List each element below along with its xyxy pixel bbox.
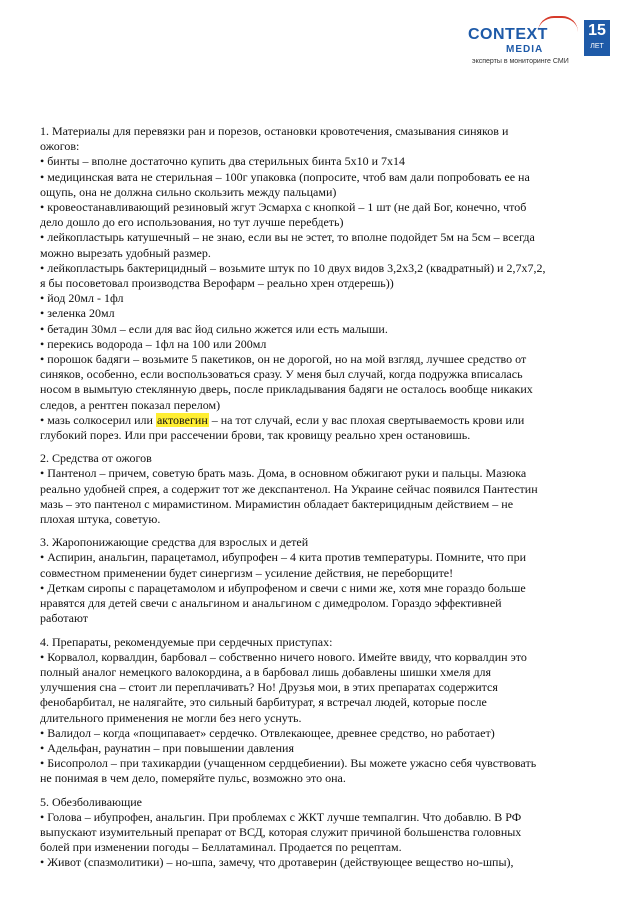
text-line: • бетадин 30мл – если для вас йод сильно жжется или есть малыши. bbox=[40, 321, 388, 336]
text-line: • порошок бадяги – возьмите 5 пакетиков, он не дорогой, но на мой взгляд, лучшее средство от bbox=[40, 352, 527, 367]
text-line: • бинты – вполне достаточно купить два стерильных бинта 5х10 и 7х14 bbox=[40, 154, 406, 169]
text-line: • Бисопролол – при тахикардии (учащенном сердцебиении). Вы можете ужасно себя чувствовать bbox=[40, 756, 537, 771]
section-heart bbox=[40, 635, 600, 787]
text-line: • йод 20мл - 1фл bbox=[40, 291, 124, 306]
text-line: дело дошло до его использования, но тут лучше перебдеть) bbox=[40, 215, 344, 230]
text-line: • перекись водорода – 1фл на 100 или 200мл bbox=[40, 336, 267, 351]
text-fragment: – на тот случай, если у вас плохая свертываемость крови или bbox=[208, 412, 525, 427]
text-line: я бы посоветовал производства Верофарм – реально хрен отдерешь)) bbox=[40, 276, 394, 291]
text-line: • зеленка 20мл bbox=[40, 306, 115, 321]
highlighted-keyword[interactable]: актовегин bbox=[156, 412, 208, 427]
text-line: • кровеостанавливающий резиновый жгут Эсмарха с кнопкой – 1 шт (не дай Бог, конечно, чтоб bbox=[40, 200, 527, 215]
text-line: мазь – это пантенол с мирамистином. Мирамистин обладает бактерицидным действием – не bbox=[40, 496, 514, 511]
text-fragment: • мазь солкосерил или bbox=[40, 412, 156, 427]
badge-label: ЛЕТ bbox=[590, 43, 604, 50]
text-line: ожогов: bbox=[40, 139, 80, 154]
section-antipyretics bbox=[40, 535, 600, 626]
context-media-logo bbox=[468, 20, 608, 80]
text-line: • Пантенол – причем, советую брать мазь. Дома, в основном обжигают руки и пальцы. Мазюка bbox=[40, 466, 527, 481]
text-line: работают bbox=[40, 611, 89, 626]
text-line: • Живот (спазмолитики) – но-шпа, замечу, что дротаверин (действующее вещество но-шпы), bbox=[40, 855, 514, 870]
text-line: следов, а рентген показал перелом) bbox=[40, 397, 221, 412]
section-burns bbox=[40, 451, 600, 527]
text-line: • Голова – ибупрофен, анальгин. При проблемах с ЖКТ лучше темпалгин. Что добавлю. В РФ bbox=[40, 809, 522, 824]
text-line: болей при изменении погоды – Беллатаминал. Продается по рецептам. bbox=[40, 840, 402, 855]
text-line: • лейкопластырь катушечный – не знаю, если вы не эстет, то вполне подойдет 5м на 5см – всегда bbox=[40, 230, 535, 245]
text-line: нравятся для детей свечи с анальгином и анальгином с димедролом. Гораздо эффективней bbox=[40, 596, 502, 611]
text-line: ощупь, она не должна сильно скользить между пальцами) bbox=[40, 184, 337, 199]
text-line: • медицинская вата не стерильная – 100г упаковка (попросите, чтоб вам дали попробовать ее на bbox=[40, 169, 530, 184]
anniversary-badge bbox=[584, 20, 610, 56]
text-line: 2. Средства от ожогов bbox=[40, 451, 152, 466]
text-line: 1. Материалы для перевязки ран и порезов, остановки кровотечения, смазывания синяков и bbox=[40, 124, 509, 138]
text-line: плохая штука, советую. bbox=[40, 512, 161, 527]
text-line: совместном применении будет синергизм – усиление действия, не переборщите! bbox=[40, 565, 454, 580]
section-painkillers bbox=[40, 795, 600, 871]
text-line: 3. Жаропонижающие средства для взрослых и детей bbox=[40, 535, 309, 550]
text-line: синяков, особенно, если воспользоваться сразу. У меня был случай, когда подружка вписалась bbox=[40, 367, 523, 382]
text-line: • лейкопластырь бактерицидный – возьмите штук по 10 двух видов 3,2х3,2 (квадратный) и 2,7х7,2, bbox=[40, 260, 546, 275]
text-line: • Корвалол, корвалдин, барбовал – собственно ничего нового. Имейте ввиду, что корвалдин это bbox=[40, 649, 527, 664]
text-line: носом в вымытую стеклянную дверь, после прикладывания бадяги не осталось вообще никаких bbox=[40, 382, 533, 397]
logo-tagline: эксперты в мониторинге СМИ bbox=[472, 58, 569, 65]
text-line: фенобарбитал, не налягайте, это сильный барбитурат, я встречал людей, которые после bbox=[40, 695, 487, 710]
logo-sub: MEDIA bbox=[506, 44, 544, 55]
text-line: • Валидол – когда «пощипавает» сердечко. Отвлекающее, древнее средство, но работает) bbox=[40, 725, 495, 740]
text-line: • Аспирин, анальгин, парацетамол, ибупрофен – 4 кита против температуры. Помните, что при bbox=[40, 550, 527, 565]
text-line: длительного применения не могли без него уснуть. bbox=[40, 710, 302, 725]
section-materials bbox=[40, 124, 600, 443]
logo-brand: CONTEXT bbox=[468, 26, 548, 43]
text-line: не понимая в чем дело, померяйте пульс, возможно это она. bbox=[40, 771, 346, 786]
text-line: 5. Обезболивающие bbox=[40, 794, 142, 809]
text-line: глубокий порез. Или при рассечении брови, так кровищу реально хрен остановишь. bbox=[40, 428, 471, 443]
text-line: выпускают изумительный препарат от ВСД, которая служит причиной большенства головных bbox=[40, 824, 522, 839]
badge-number: 15 bbox=[588, 22, 606, 39]
text-line: • Адельфан, раунатин – при повышении давления bbox=[40, 740, 294, 755]
text-line: улучшения сна – стоит ли переплачивать? Но! Друзья мои, в этих препаратах содержится bbox=[40, 680, 498, 695]
text-line: можно вырезать удобный размер. bbox=[40, 245, 211, 260]
document-body bbox=[40, 124, 600, 879]
text-line: полный аналог немецкого валокордина, а в барбовал лишь добавлены шишки хмеля для bbox=[40, 664, 492, 679]
highlighted-text-line bbox=[40, 413, 600, 428]
text-line: 4. Препараты, рекомендуемые при сердечных приступах: bbox=[40, 634, 333, 649]
text-line: реально удобней спрея, а содержит тот же декспантенол. На Украине сейчас появился Пантестин bbox=[40, 481, 538, 496]
text-line: • Деткам сиропы с парацетамолом и ибупрофеном и свечи с ними же, хотя мне гораздо больше bbox=[40, 580, 526, 595]
